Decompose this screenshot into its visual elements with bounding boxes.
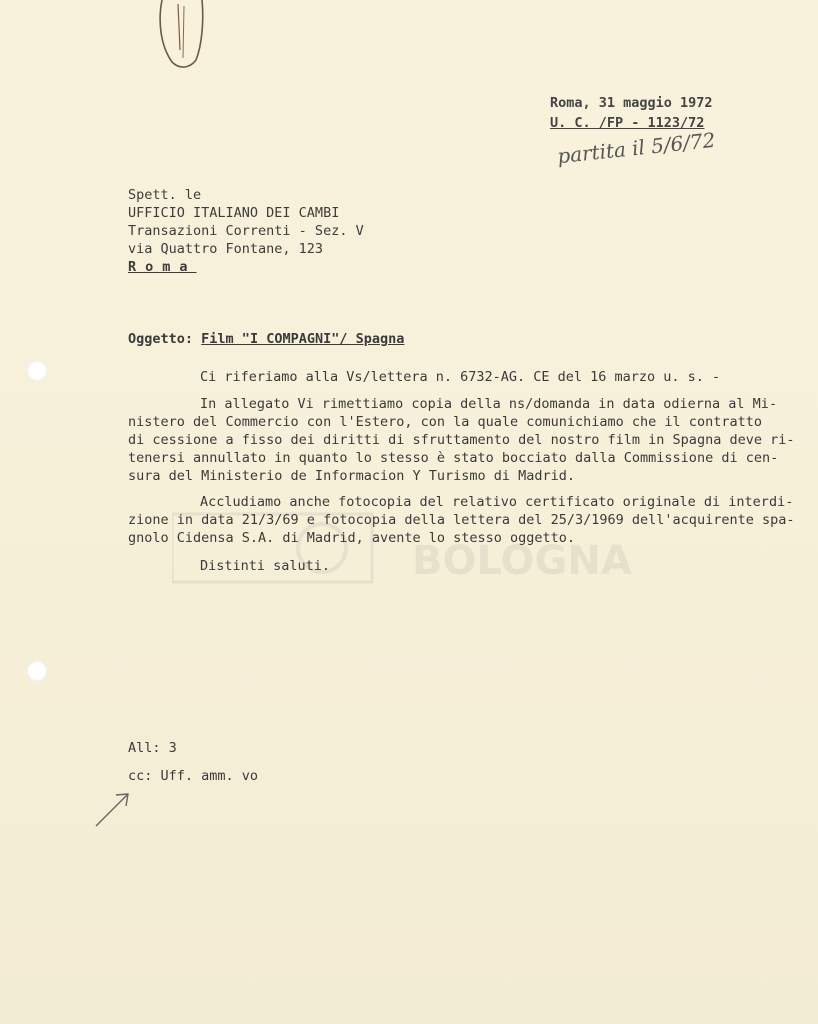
body-paragraph-2-line-5: sura del Ministerio de Informacion Y Turismo di Madrid.: [128, 468, 576, 484]
subject-text: Film "I COMPAGNI"/ Spagna: [201, 331, 405, 347]
body-paragraph-3-line-3: gnolo Cidensa S.A. di Madrid, avente lo stesso oggetto.: [128, 530, 576, 546]
body-paragraph-3-line-1: Accludiamo anche fotocopia del relativo certificato originale di interdi-: [200, 494, 794, 510]
body-paragraph-3-line-2: zione in data 21/3/69 e fotocopia della lettera del 25/3/1969 dell'acquirente spa-: [128, 512, 795, 528]
staple-mark-icon: [150, 0, 212, 72]
reference-line: U. C. /FP - 1123/72: [550, 115, 705, 131]
handwritten-arrow-icon: [92, 790, 132, 830]
punch-hole-bottom: [27, 661, 47, 681]
cc-line: cc: Uff. amm. vo: [128, 768, 259, 784]
watermark-text: BOLOGNA: [412, 538, 632, 584]
body-paragraph-1: Ci riferiamo alla Vs/lettera n. 6732-AG. CE del 16 marzo u. s. -: [200, 369, 721, 385]
body-paragraph-2-line-3: di cessione a fisso dei diritti di sfruttamento del nostro film in Spagna deve ri-: [128, 432, 795, 448]
recipient-street: via Quattro Fontane, 123: [128, 241, 324, 257]
attachments-line: All: 3: [128, 740, 177, 756]
subject-label: Oggetto:: [128, 331, 194, 347]
body-paragraph-2-line-2: nistero del Commercio con l'Estero, con la quale comunichiamo che il contratto: [128, 414, 762, 430]
closing-line: Distinti saluti.: [200, 558, 331, 574]
punch-hole-top: [27, 361, 47, 381]
salutation: Spett. le: [128, 187, 202, 203]
recipient-name: UFFICIO ITALIANO DEI CAMBI: [128, 205, 340, 221]
body-paragraph-2-line-1: In allegato Vi rimettiamo copia della ns/domanda in data odierna al Mi-: [200, 396, 778, 412]
recipient-city: Roma: [128, 259, 197, 275]
body-paragraph-2-line-4: tenersi annullato in quanto lo stesso è stato bocciato dalla Commissione di cen-: [128, 450, 779, 466]
subject-line: [128, 331, 404, 347]
letter-header: [550, 93, 713, 133]
date-line: Roma, 31 maggio 1972: [550, 95, 713, 111]
recipient-department: Transazioni Correnti - Sez. V: [128, 223, 364, 239]
handwritten-note: partita il 5/6/72: [556, 127, 717, 169]
recipient-address: [128, 186, 364, 276]
